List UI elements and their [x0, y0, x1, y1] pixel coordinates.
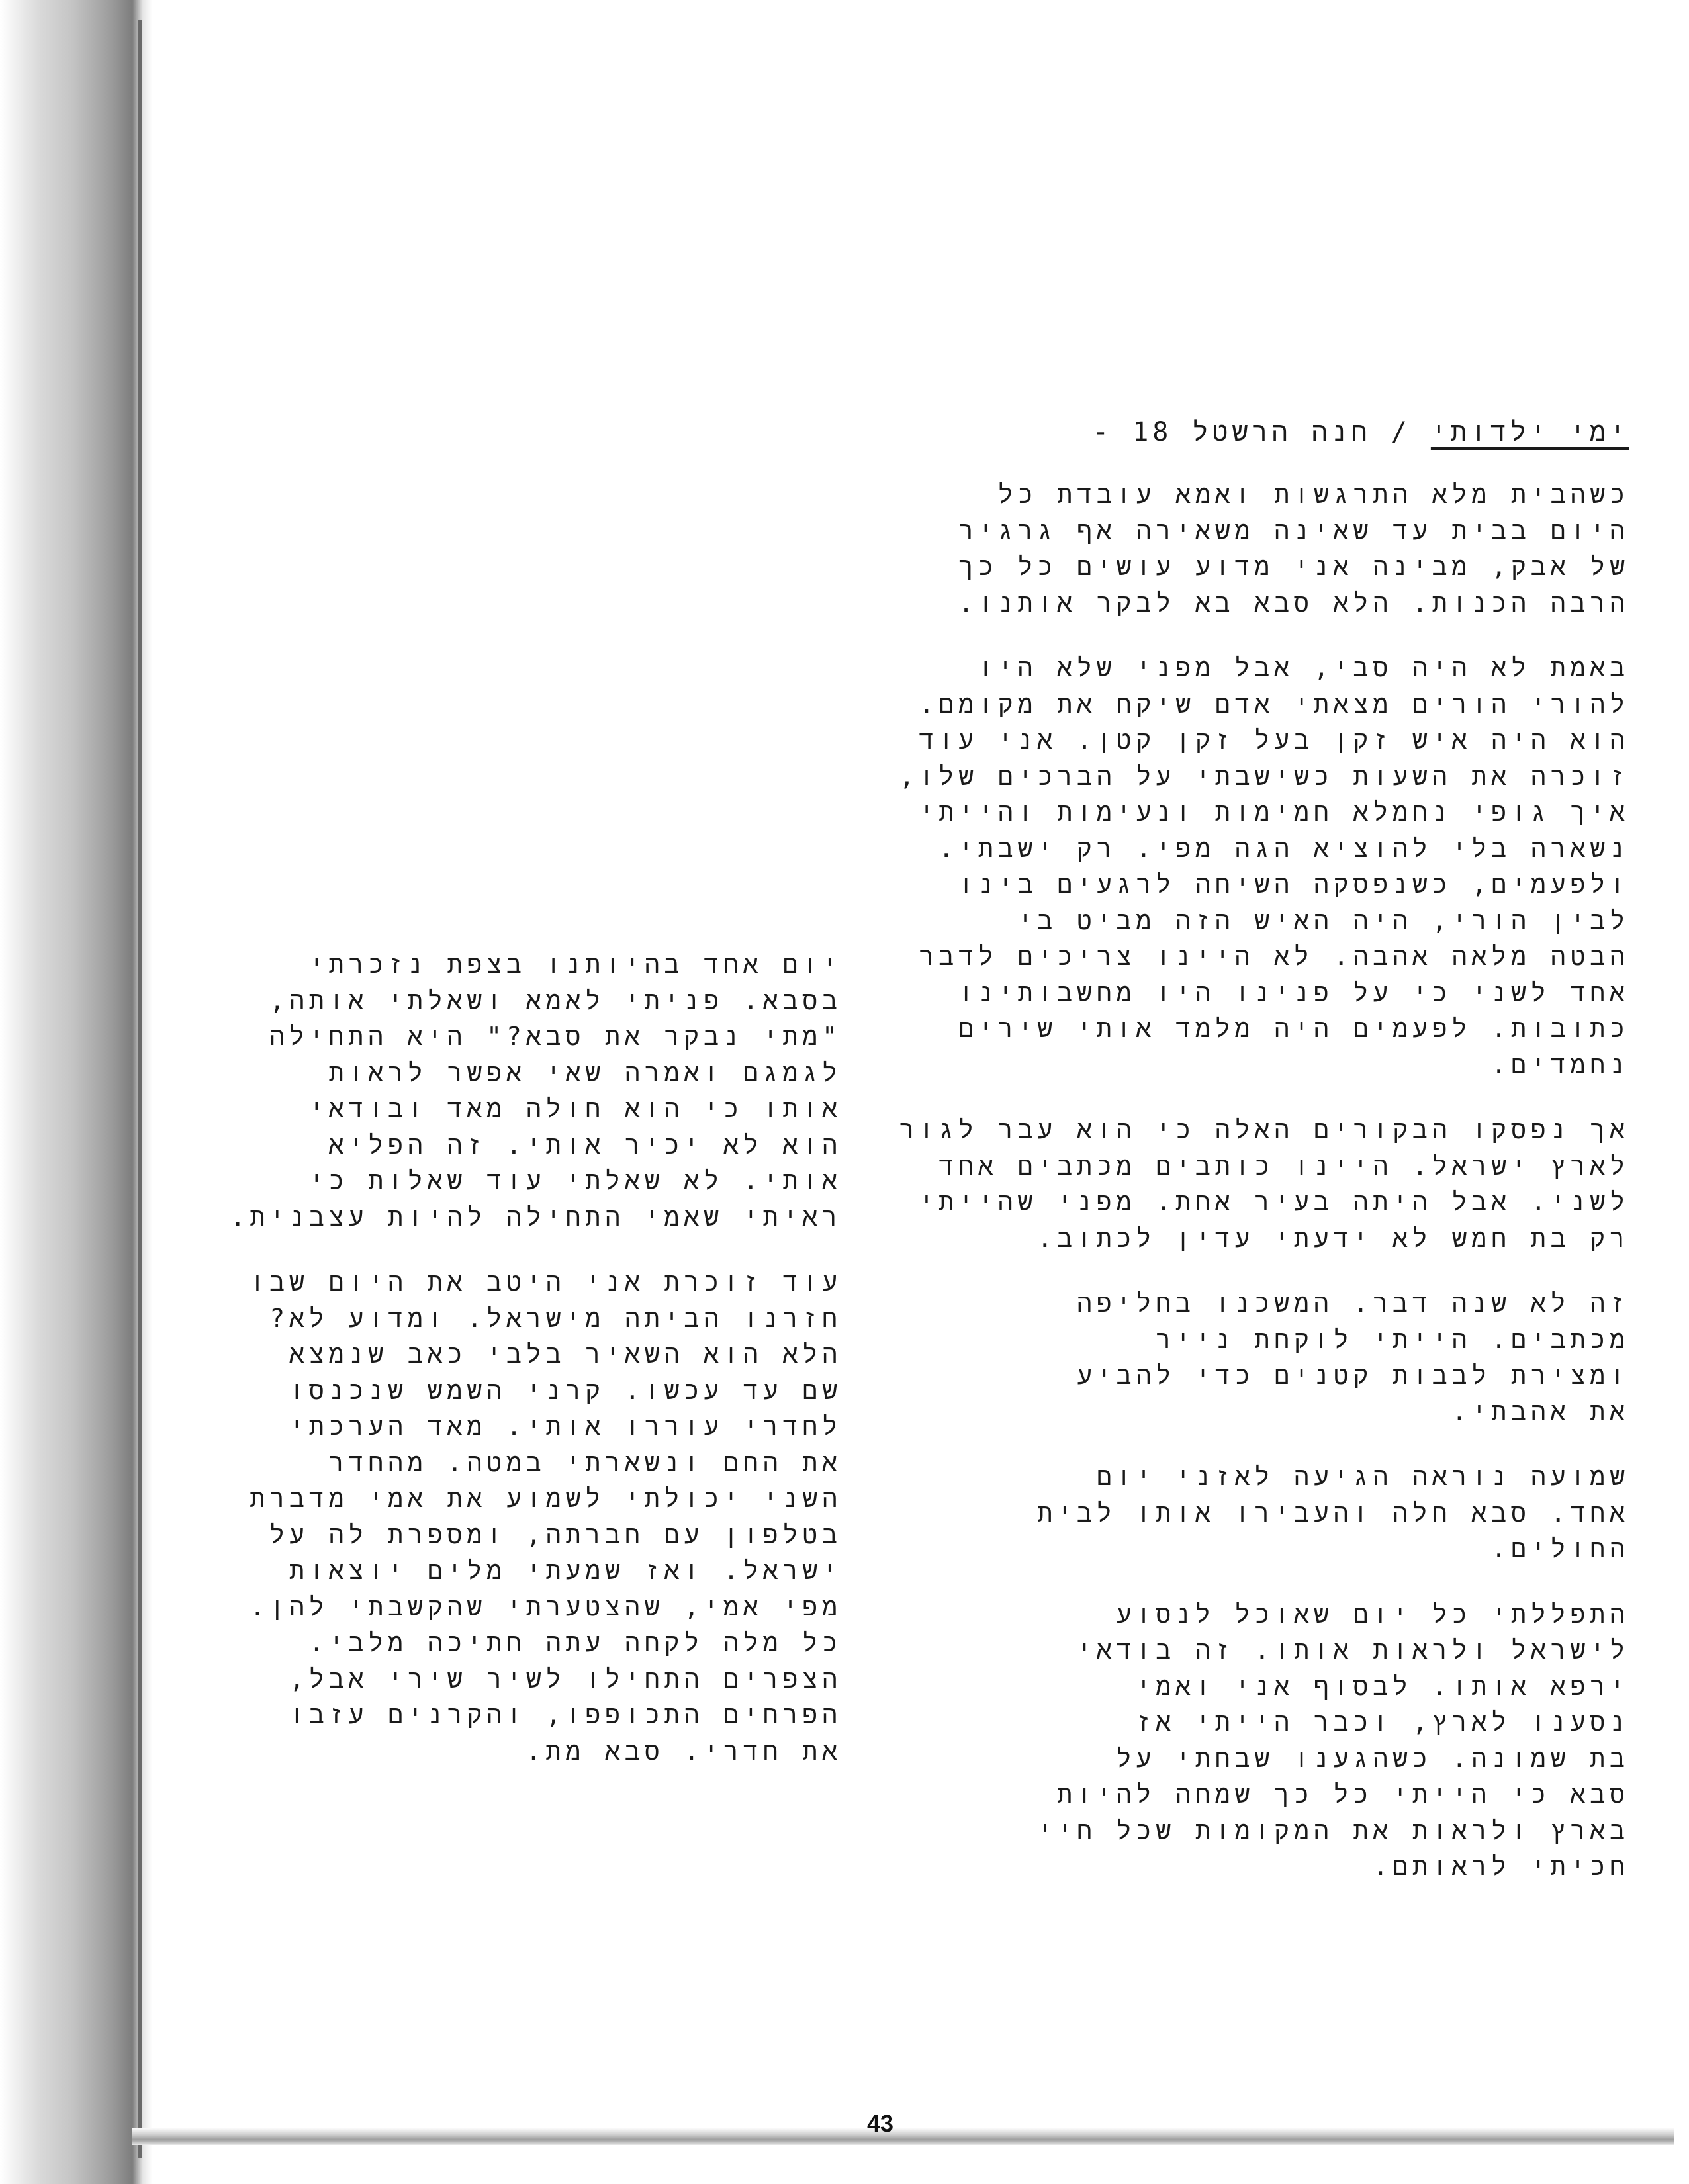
paragraph — [868, 477, 1629, 621]
author-age: 18 - — [1093, 417, 1173, 447]
right-text-column — [868, 477, 1629, 1914]
text-line: אחד. סבא חלה והעבירו אותו לבית — [1037, 1498, 1629, 1527]
text-line: ישראל. ואז שמעתי מלים יוצאות — [289, 1556, 842, 1585]
paragraph — [868, 1285, 1629, 1430]
text-line: הוא היה איש זקן בעל זקן קטן. אני עוד — [919, 725, 1629, 754]
text-line: נשארה בלי להוציא הגה מפי. רק ישבתי. — [938, 833, 1629, 863]
text-line: הלא הוא השאיר בלבי כאב שנמצא — [289, 1340, 842, 1369]
text-line: אותו כי הוא חולה מאד ובודאי — [308, 1094, 842, 1123]
text-line: ראיתי שאמי התחילה להיות עצבנית. — [230, 1202, 842, 1232]
text-line: בסבא. פניתי לאמא ושאלתי אותה, — [269, 985, 842, 1015]
text-line: החולים. — [1491, 1534, 1629, 1563]
text-line: הבטה מלאה אהבה. לא היינו צריכים לדבר — [919, 942, 1629, 971]
text-line: ולפעמים, כשנפסקה השיחה לרגעים בינו — [958, 870, 1629, 899]
text-line: לשני. אבל היתה בעיר אחת. מפני שהייתי — [919, 1187, 1629, 1216]
article-author: חנה הרשטל — [1192, 417, 1371, 447]
article-title: ימי ילדותי — [1430, 417, 1629, 447]
text-line: נחמדים. — [1491, 1050, 1629, 1079]
article-header — [1093, 417, 1629, 449]
text-line: שמועה נוראה הגיעה לאזני יום — [1097, 1462, 1629, 1491]
text-line: כתובות. לפעמים היה מלמד אותי שירים — [958, 1014, 1629, 1043]
text-line: חזרנו הביתה מישראל. ומדוע לא? — [269, 1303, 842, 1333]
binding-edge-line — [138, 20, 142, 2158]
left-text-column — [180, 946, 842, 1798]
text-line: בטלפון עם חברתה, ומספרת לה על — [269, 1520, 842, 1549]
header-separator: / — [1391, 417, 1411, 447]
paragraph — [868, 1112, 1629, 1256]
text-line: של אבק, מבינה אני מדוע עושים כל כך — [958, 552, 1629, 581]
paragraph — [868, 650, 1629, 1083]
text-line: כשהבית מלא התרגשות ואמא עובדת כל — [997, 480, 1629, 509]
text-line: אותי. לא שאלתי עוד שאלות כי — [308, 1166, 842, 1195]
text-line: הפרחים התכופפו, והקרנים עזבו — [289, 1700, 842, 1729]
text-line: אך נפסקו הבקורים האלה כי הוא עבר לגור — [899, 1115, 1629, 1144]
text-line: מכתבים. הייתי לוקחת נייר — [1156, 1324, 1629, 1354]
text-line: חכיתי לראותם. — [1373, 1852, 1629, 1881]
text-line: "מתי נבקר את סבא?" היא התחילה — [269, 1022, 842, 1051]
text-line: בארץ ולראות את המקומות שכל חיי — [1037, 1815, 1629, 1845]
text-line: הצפרים התחילו לשיר שירי אבל, — [289, 1664, 842, 1694]
text-line: את החם ונשארתי במטה. מהחדר — [328, 1447, 842, 1477]
page-number: 43 — [867, 2110, 894, 2137]
text-line: יום אחד בהיותנו בצפת נזכרתי — [309, 950, 842, 979]
text-line: כל מלה לקחה עתה חתיכה מלבי. — [308, 1628, 842, 1657]
text-line: הרבה הכנות. הלא סבא בא לבקר אותנו. — [958, 588, 1629, 617]
paragraph — [868, 1459, 1629, 1567]
text-line: סבא כי הייתי כל כך שמחה להיות — [1057, 1780, 1629, 1809]
text-line: השני יכולתי לשמוע את אמי מדברת — [250, 1484, 842, 1513]
paragraph — [868, 1596, 1629, 1885]
text-line: נסענו לארץ, וכבר הייתי אז — [1136, 1707, 1629, 1737]
text-line: לחדרי עוררו אותי. מאד הערכתי — [289, 1412, 842, 1441]
text-line: מפי אמי, שהצטערתי שהקשבתי להן. — [250, 1592, 842, 1621]
text-line: הוא לא יכיר אותי. זה הפליא — [328, 1130, 842, 1160]
text-line: התפללתי כל יום שאוכל לנסוע — [1116, 1599, 1629, 1629]
paragraph — [180, 1264, 842, 1769]
text-line: להורי הורים מצאתי אדם שיקח את מקומם. — [919, 689, 1629, 719]
text-line: לארץ ישראל. היינו כותבים מכתבים אחד — [938, 1151, 1629, 1181]
scan-binding-shadow — [0, 0, 152, 2184]
text-line: היום בבית עד שאינה משאירה אף גרגיר — [958, 516, 1629, 545]
text-line: בת שמונה. כשהגענו שבחתי על — [1116, 1743, 1629, 1773]
text-line: זה לא שנה דבר. המשכנו בחליפה — [1077, 1289, 1629, 1318]
text-line: ומצירת לבבות קטנים כדי להביע — [1077, 1361, 1629, 1390]
text-line: לגמגם ואמרה שאי אפשר לראות — [328, 1058, 842, 1087]
text-line: עוד זוכרת אני היטב את היום שבו — [250, 1267, 842, 1297]
text-line: את אהבתי. — [1451, 1396, 1629, 1426]
text-line: לישראל ולראות אותו. זה בודאי — [1077, 1635, 1629, 1664]
text-line: ירפא אותו. לבסוף אני ואמי — [1136, 1671, 1629, 1701]
text-line: שם עד עכשו. קרני השמש שנכנסו — [289, 1375, 842, 1405]
text-line: זוכרה את השעות כשישבתי על הברכים שלו, — [899, 761, 1629, 791]
text-line: רק בת חמש לא ידעתי עדין לכתוב. — [1037, 1223, 1629, 1253]
text-line: איך גופי נחמלא חמימות ונעימות והייתי — [919, 797, 1629, 827]
text-line: את חדרי. סבא מת. — [525, 1736, 842, 1766]
scan-bottom-edge — [132, 2128, 1674, 2145]
text-line: באמת לא היה סבי, אבל מפני שלא היו — [978, 653, 1629, 682]
paragraph — [180, 946, 842, 1235]
text-line: לבין הורי, היה האיש הזה מביט בי — [1017, 905, 1629, 935]
text-line: אחד לשני כי על פנינו היו מחשבותינו — [958, 978, 1629, 1007]
